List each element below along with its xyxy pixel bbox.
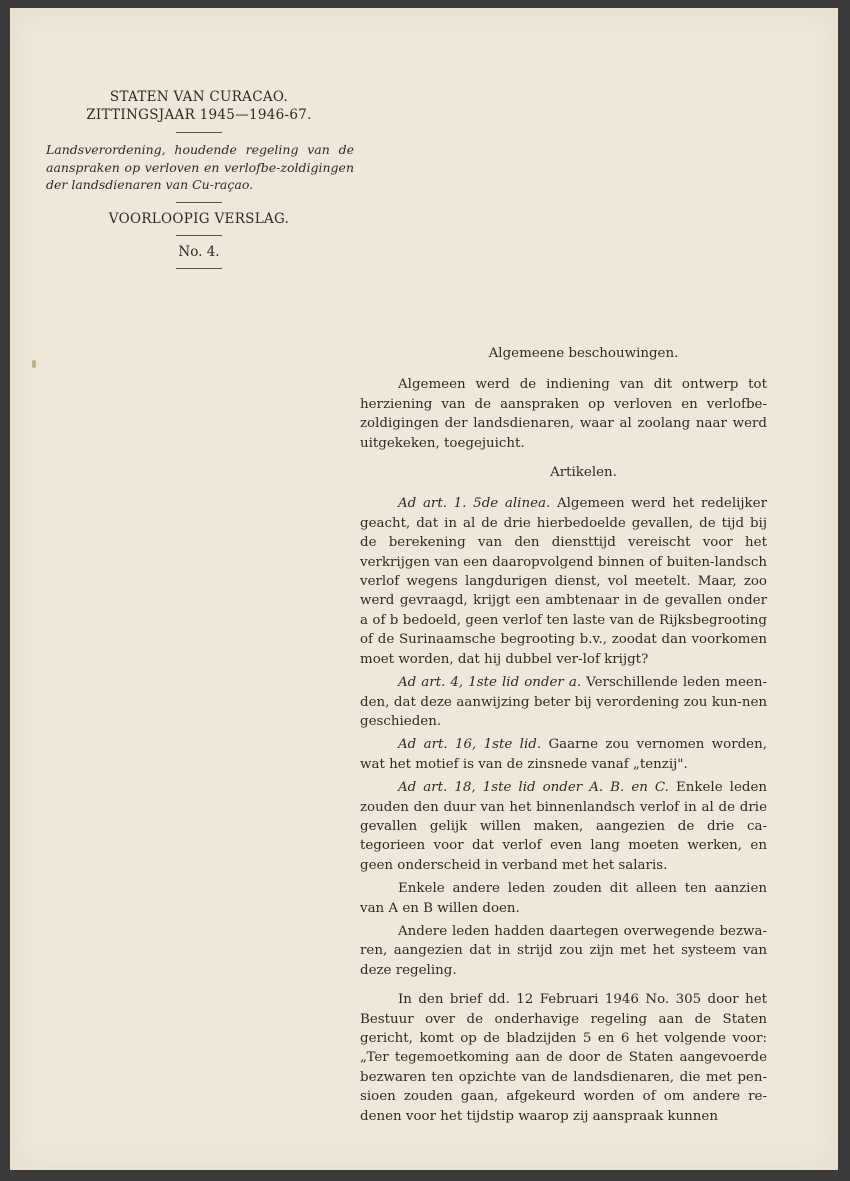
heading-articles: Artikelen. (550, 465, 617, 481)
paragraph-art18 (360, 778, 767, 875)
header-line-1: STATEN VAN CURACAO. (109, 89, 289, 105)
header-line-2: ZITTINGSJAAR 1945—1946-67. (86, 107, 312, 123)
paragraph-text: Algemeen werd het redelijker geacht, dat in al de drie hierbedoelde gevallen, de tijd bij de berekening van den diensttijd vereischt voor het verkrijgen van een daaropvolgend binnen of buiten-landsch verlof wegens langdurigen dienst, vol meetelt. Maar, zoo werd gevraagd, krijgt een ambtenaar in de gevallen onder a of b bedoeld, geen verlof ten laste van de Rijksbegrooting of de Surinaamsche begrooting b.v., zoodat dan voorkomen moet worden, dat hij dubbel ver-lof krijgt? (360, 496, 767, 667)
paragraph-letter: In den brief dd. 12 Februari 1946 No. 305 door het Bestuur over de onderhavige regeling aan de Staten gericht, komt op de bladzijden 5 en 6 het volgende voor: „Ter tegemoetkoming aan de door de Staten aangevoerde bezwaren ten opzichte van de landsdienaren, die met pen-sioen zouden gaan, afgekeurd worden of om andere re-denen voor het tijdstip waarop zij aanspraak kunnen (360, 992, 767, 1124)
subject-text: Landsverordening, houdende regeling van de aanspraken op verloven en verlofbe-zoldigingen der landsdienaren van Cu-raçao. (46, 142, 354, 192)
paragraph-objections: Andere leden hadden daartegen overwegende bezwa-ren, aangezien dat in strijd zou zijn met het systeem van deze regeling. (360, 923, 767, 978)
report-title: VOORLOOPIG VERSLAG. (108, 210, 290, 227)
paragraph-art16 (360, 735, 767, 774)
divider (176, 202, 222, 203)
paragraph-text: Enkele leden zouden den duur van het binnenlandsch verlof in al de drie gevallen gelijk willen maken, aangezien de drie ca-tegorieen voor dat verlof even lang moeten werken, en geen onderscheid in verband met het salaris. (360, 780, 767, 873)
paragraph-art1 (360, 494, 767, 669)
article-ref: Ad art. 1. 5de alinea. (398, 496, 551, 512)
ink-mark (32, 360, 36, 368)
divider (176, 235, 222, 236)
article-ref: Ad art. 18, 1ste lid onder A. B. en C. (398, 780, 669, 796)
paragraph-art4 (360, 673, 767, 731)
body-column (360, 344, 767, 1130)
paragraph-others: Enkele andere leden zouden dit alleen ten aanzien van A en B willen doen. (360, 881, 767, 916)
heading-general: Algemeene beschouwingen. (488, 346, 679, 361)
article-ref: Ad art. 4, 1ste lid onder a. (398, 675, 582, 691)
divider (176, 268, 222, 269)
document-page (10, 8, 838, 1170)
paragraph-text: Verschillende leden meen-den, dat deze aanwijzing beter bij verordening zou kun-nen geschieden. (360, 675, 767, 729)
article-ref: Ad art. 16, 1ste lid. (398, 737, 542, 753)
paragraph-general: Algemeen werd de indiening van dit ontwerp tot herziening van de aanspraken op verloven en verlofbe-zoldigingen der landsdienaren, waar al zoolang naar werd uitgekeken, toegejuicht. (360, 377, 767, 451)
report-number: No. 4. (178, 243, 220, 260)
divider (176, 132, 222, 133)
paragraph-text: Gaarne zou vernomen worden, wat het motief is van de zinsnede vanaf „tenzij". (360, 737, 767, 772)
header-block (44, 88, 354, 277)
